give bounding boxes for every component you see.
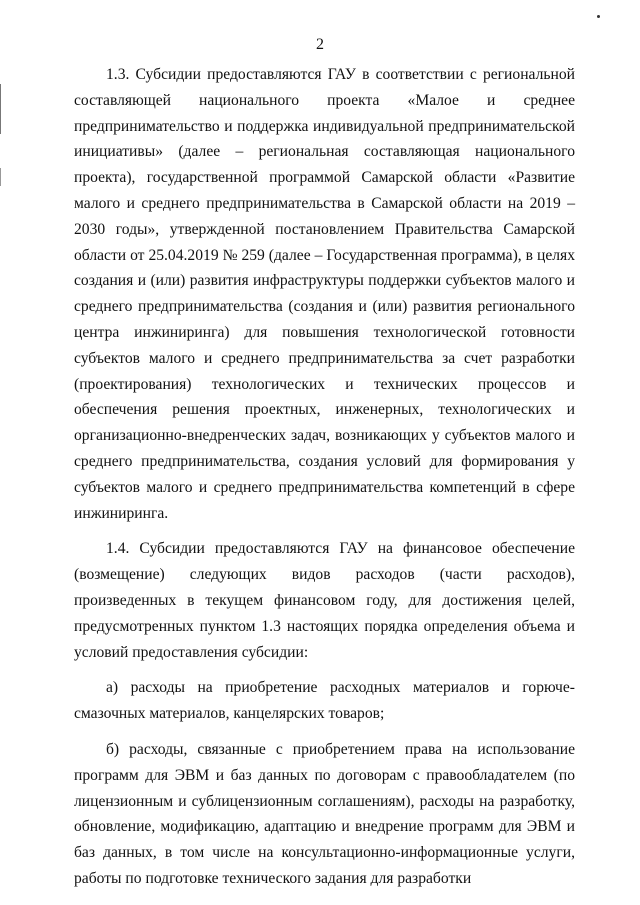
scan-margin-mark (0, 168, 1, 186)
document-body (74, 62, 575, 902)
list-item-a: а) расходы на приобретение расходных материалов и горюче-смазочных материалов, канцелярских товаров; (74, 679, 575, 723)
scan-speck (597, 15, 600, 18)
scan-margin-mark (0, 84, 1, 134)
paragraph-1-3: 1.3. Субсидии предоставляются ГАУ в соответствии с региональной составляющей национального проекта «Малое и среднее предпринимательство и поддержка индивидуальной предпринимательской инициативы» (далее – региональная составляющая национального проекта), государственной программой Самарской области «Развитие малого и среднего предпринимательства в Самарской области на 2019 – 2030 годы», утвержденной постановлением Правительства Самарской области от 25.04.2019 № 259 (далее – Государственная программа), в целях создания и (или) развития инфраструктуры поддержки субъектов малого и среднего предпринимательства (создания и (или) развития регионального центра инжиниринга) для повышения технологической готовности субъектов малого и среднего предпринимательства за счет разработки (проектирования) технологических и технических процессов и обеспечения решения проектных, инженерных, технологических и организационно-внедренческих задач, возникающих у субъектов малого и среднего предпринимательства, создания условий для формирования у субъектов малого и среднего предпринимательства компетенций в сфере инжиниринга. (74, 66, 575, 522)
list-item-b: б) расходы, связанные с приобретением права на использование программ для ЭВМ и баз данных по договорам с правообладателем (по лицензионным и сублицензионным соглашениям), расходы на разработку, обновление, модификацию, адаптацию и внедрение программ для ЭВМ и баз данных, в том числе на консультационно-информационные услуги, работы по подготовке технического задания для разработки (74, 740, 575, 887)
paragraph-1-4: 1.4. Субсидии предоставляются ГАУ на финансовое обеспечение (возмещение) следующих видов расходов (части расходов), произведенных в текущем финансовом году, для достижения целей, предусмотренных пунктом 1.3 настоящих порядка определения объема и условий предоставления субсидии: (74, 540, 575, 661)
page-number: 2 (316, 36, 324, 53)
